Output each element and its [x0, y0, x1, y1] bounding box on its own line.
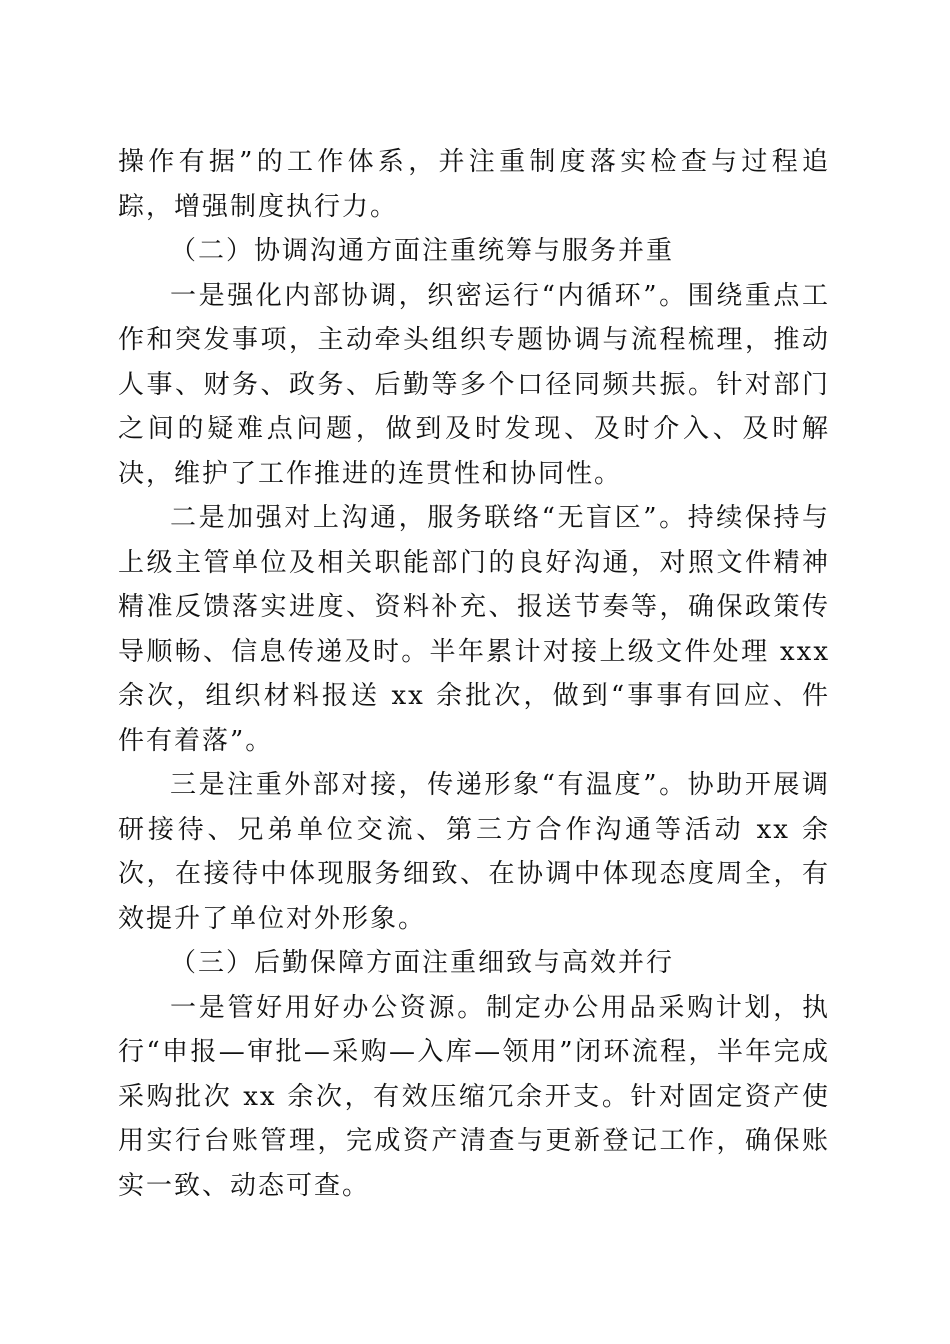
- paragraph-office-resources: [118, 986, 830, 1209]
- document-body: [118, 140, 830, 1208]
- paragraph-lead: 三是注重外部对接，传递形象“有温度”。: [170, 770, 688, 800]
- paragraph-text: 制定办公用品采购计划，执行“申报—审批—采购—入库—领用”闭环流程，半年完成采购批次 xx 余次，有效压缩冗余开支。针对固定资产使用实行台账管理，完成资产清查与更新登记工作，确保账实一致、动态可查。: [118, 992, 830, 1201]
- paragraph-lead: 一是强化内部协调，织密运行“内循环”。: [170, 280, 688, 311]
- paragraph-text: 操作有据”的工作体系，并注重制度落实检查与过程追踪，增强制度执行力。: [118, 147, 830, 222]
- heading-text: （三）后勤保障方面注重细致与高效并行: [170, 948, 675, 978]
- paragraph-text: 协助开展调研接待、兄弟单位交流、第三方合作沟通等活动 xx 余次，在接待中体现服务细致、在协调中体现态度周全，有效提升了单位对外形象。: [118, 770, 830, 934]
- paragraph-continuation: [118, 140, 830, 229]
- paragraph-text: 持续保持与上级主管单位及相关职能部门的良好沟通，对照文件精神精准反馈落实进度、资料补充、报送节奏等，确保政策传导顺畅、信息传递及时。半年累计对接上级文件处理 xxx 余次，组织材料报送 xx 余批次，做到“事事有回应、件件有着落”。: [118, 503, 830, 756]
- paragraph-text: 围绕重点工作和突发事项，主动牵头组织专题协调与流程梳理，推动人事、财务、政务、后勤等多个口径同频共振。针对部门之间的疑难点问题，做到及时发现、及时介入、及时解决，维护了工作推进的连贯性和协同性。: [118, 280, 830, 489]
- paragraph-external-liaison: [118, 763, 830, 941]
- paragraph-lead: 二是加强对上沟通，服务联络“无盲区”。: [170, 503, 688, 533]
- section-heading-coordination: [118, 229, 830, 274]
- paragraph-upward-communication: [118, 496, 830, 763]
- heading-text: （二）协调沟通方面注重统筹与服务并重: [170, 236, 675, 266]
- section-heading-logistics: [118, 941, 830, 986]
- paragraph-lead: 一是管好用好办公资源。: [170, 992, 486, 1023]
- paragraph-internal-coordination: [118, 274, 830, 497]
